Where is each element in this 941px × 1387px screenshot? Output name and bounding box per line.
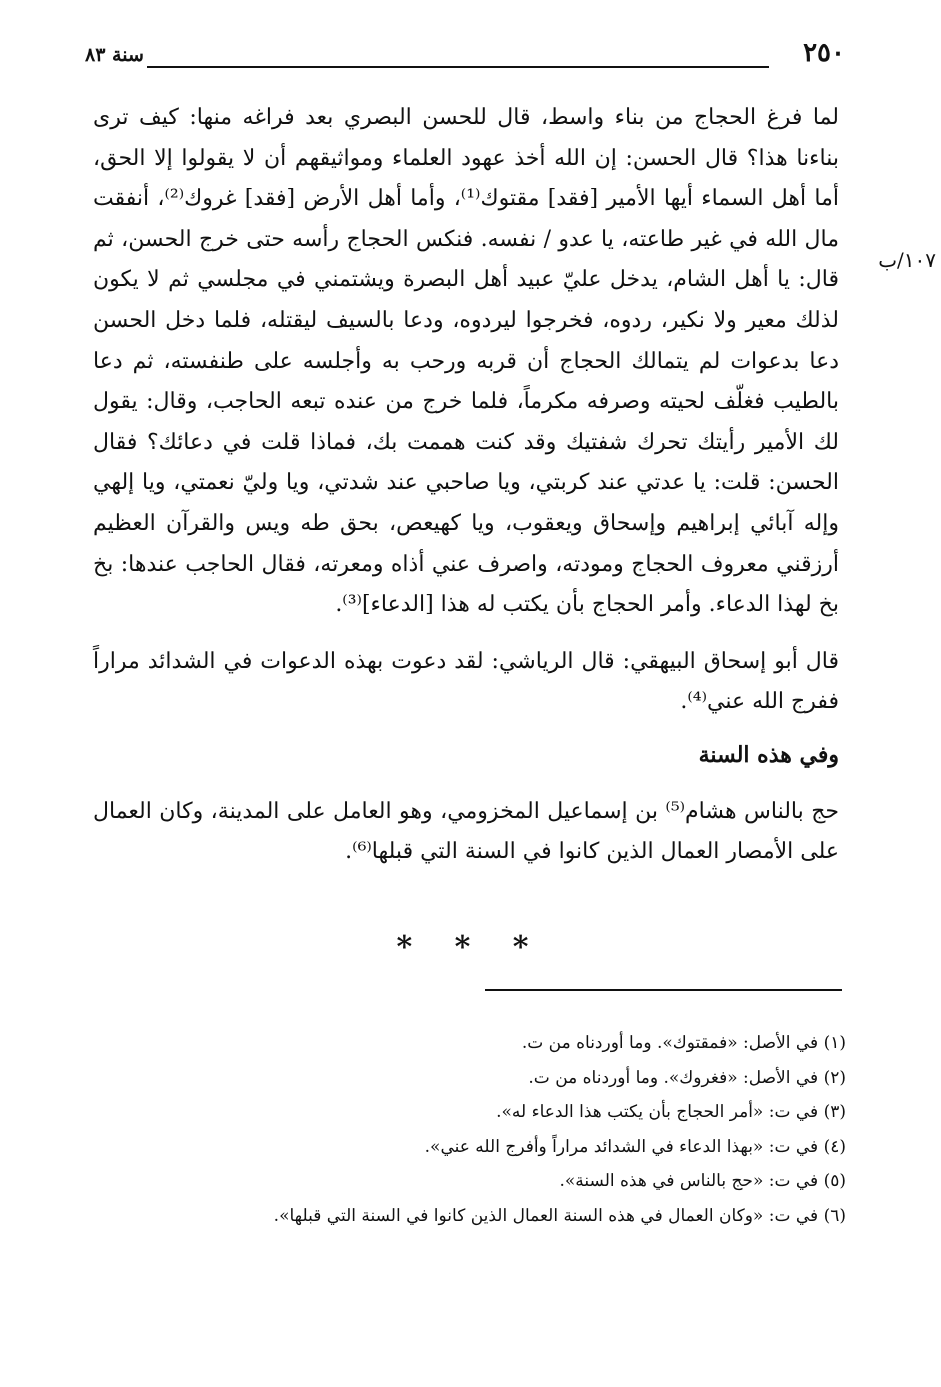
footnote: (١) في الأصل: «فمقتوك». وما أوردناه من ت. — [521, 1033, 846, 1053]
running-header — [85, 38, 845, 72]
footnote: (٤) في ت: «بهذا الدعاء في الشدائد مراراً وأفرج الله عني». — [424, 1136, 846, 1157]
page-number: ٢٥٠ — [803, 38, 845, 68]
running-title-year: سنة ٨٣ — [85, 44, 144, 66]
paragraph-hajjaj-hasan: لما فرغ الحجاج من بناء واسط، قال للحسن البصري بعد فراغه منها: كيف ترى بناءنا هذا؟ قال الحسن: إن الله أخذ عهود العلماء ومواثيقهم أن لا يقولوا إلا الحق، أما أهل السماء أيها الأمير [فقد] مقتوك⁽¹⁾، وأما أهل الأرض [فقد] غروك⁽²⁾، أنفقت مال الله في غير طاعته، يا عدو / نفسه. فنكس الحجاج رأسه حتى خرج الحسن، ثم قال: يا أهل الشام، يدخل عليّ عبيد أهل البصرة ويشتمني في مجلسي ثم لا يكون لذلك معير ولا نكير، ردوه، فخرجوا ليردوه، ودعا بالسيف ليقتله، فلما دخل الحسن دعا بدعوات لم يتمالك الحجاج أن قربه ورحب به وأجلسه على طنفسته، ثم دعا بالطيب فغلّف لحيته وصرفه مكرماً، فلما خرج من عنده تبعه الحاجب، وقال: يقول لك الأمير رأيتك تحرك شفتيك وقد كنت هممت بك، فماذا قلت في دعائك؟ فقال الحسن: قلت: يا عدتي عند كربتي، ويا صاحبي عند شدتي، ويا وليّ نعمتي، ويا إلهي وإله آبائي إبراهيم وإسحاق ويعقوب، ويا كهيعص، بحق طه ويس والقرآن العظيم أرزقني معروف الحجاج ومودته، واصرف عني أذاه ومعرته، فقال الحاجب عندها: بخ بخ لهذا الدعاء. وأمر الحجاج بأن يكتب له هذا [الدعاء]⁽³⁾. — [93, 105, 839, 618]
footnote: (٥) في ت: «حج بالناس في هذه السنة». — [559, 1171, 846, 1191]
footnotes — [273, 1026, 846, 1233]
paragraph-hajj: حج بالناس هشام⁽⁵⁾ بن إسماعيل المخزومي، وهو العامل على المدينة، وكان العمال على الأمصار العمال الذين كانوا في السنة التي قبلها⁽⁶⁾. — [93, 798, 840, 865]
header-rule — [147, 66, 769, 68]
footnote: (٣) في ت: «أمر الحجاج بأن يكتب هذا الدعاء له». — [496, 1102, 846, 1122]
main-text — [93, 98, 839, 873]
section-heading: وفي هذه السنة — [698, 741, 839, 768]
section-separator: * * * — [396, 930, 545, 965]
footnote: (٢) في الأصل: «فغروك». وما أوردناه من ت. — [528, 1067, 846, 1088]
footnote: (٦) في ت: «وكان العمال في هذه السنة العمال الذين كانوا في السنة التي قبلها». — [273, 1205, 846, 1226]
paragraph-bayhaqi: قال أبو إسحاق البيهقي: قال الرياشي: لقد دعوت بهذه الدعوات في الشدائد مراراً ففرج الله عني⁽⁴⁾. — [93, 648, 839, 715]
manuscript-folio-marker: ١٠٧/ب — [878, 248, 936, 272]
footnote-rule — [485, 989, 842, 991]
